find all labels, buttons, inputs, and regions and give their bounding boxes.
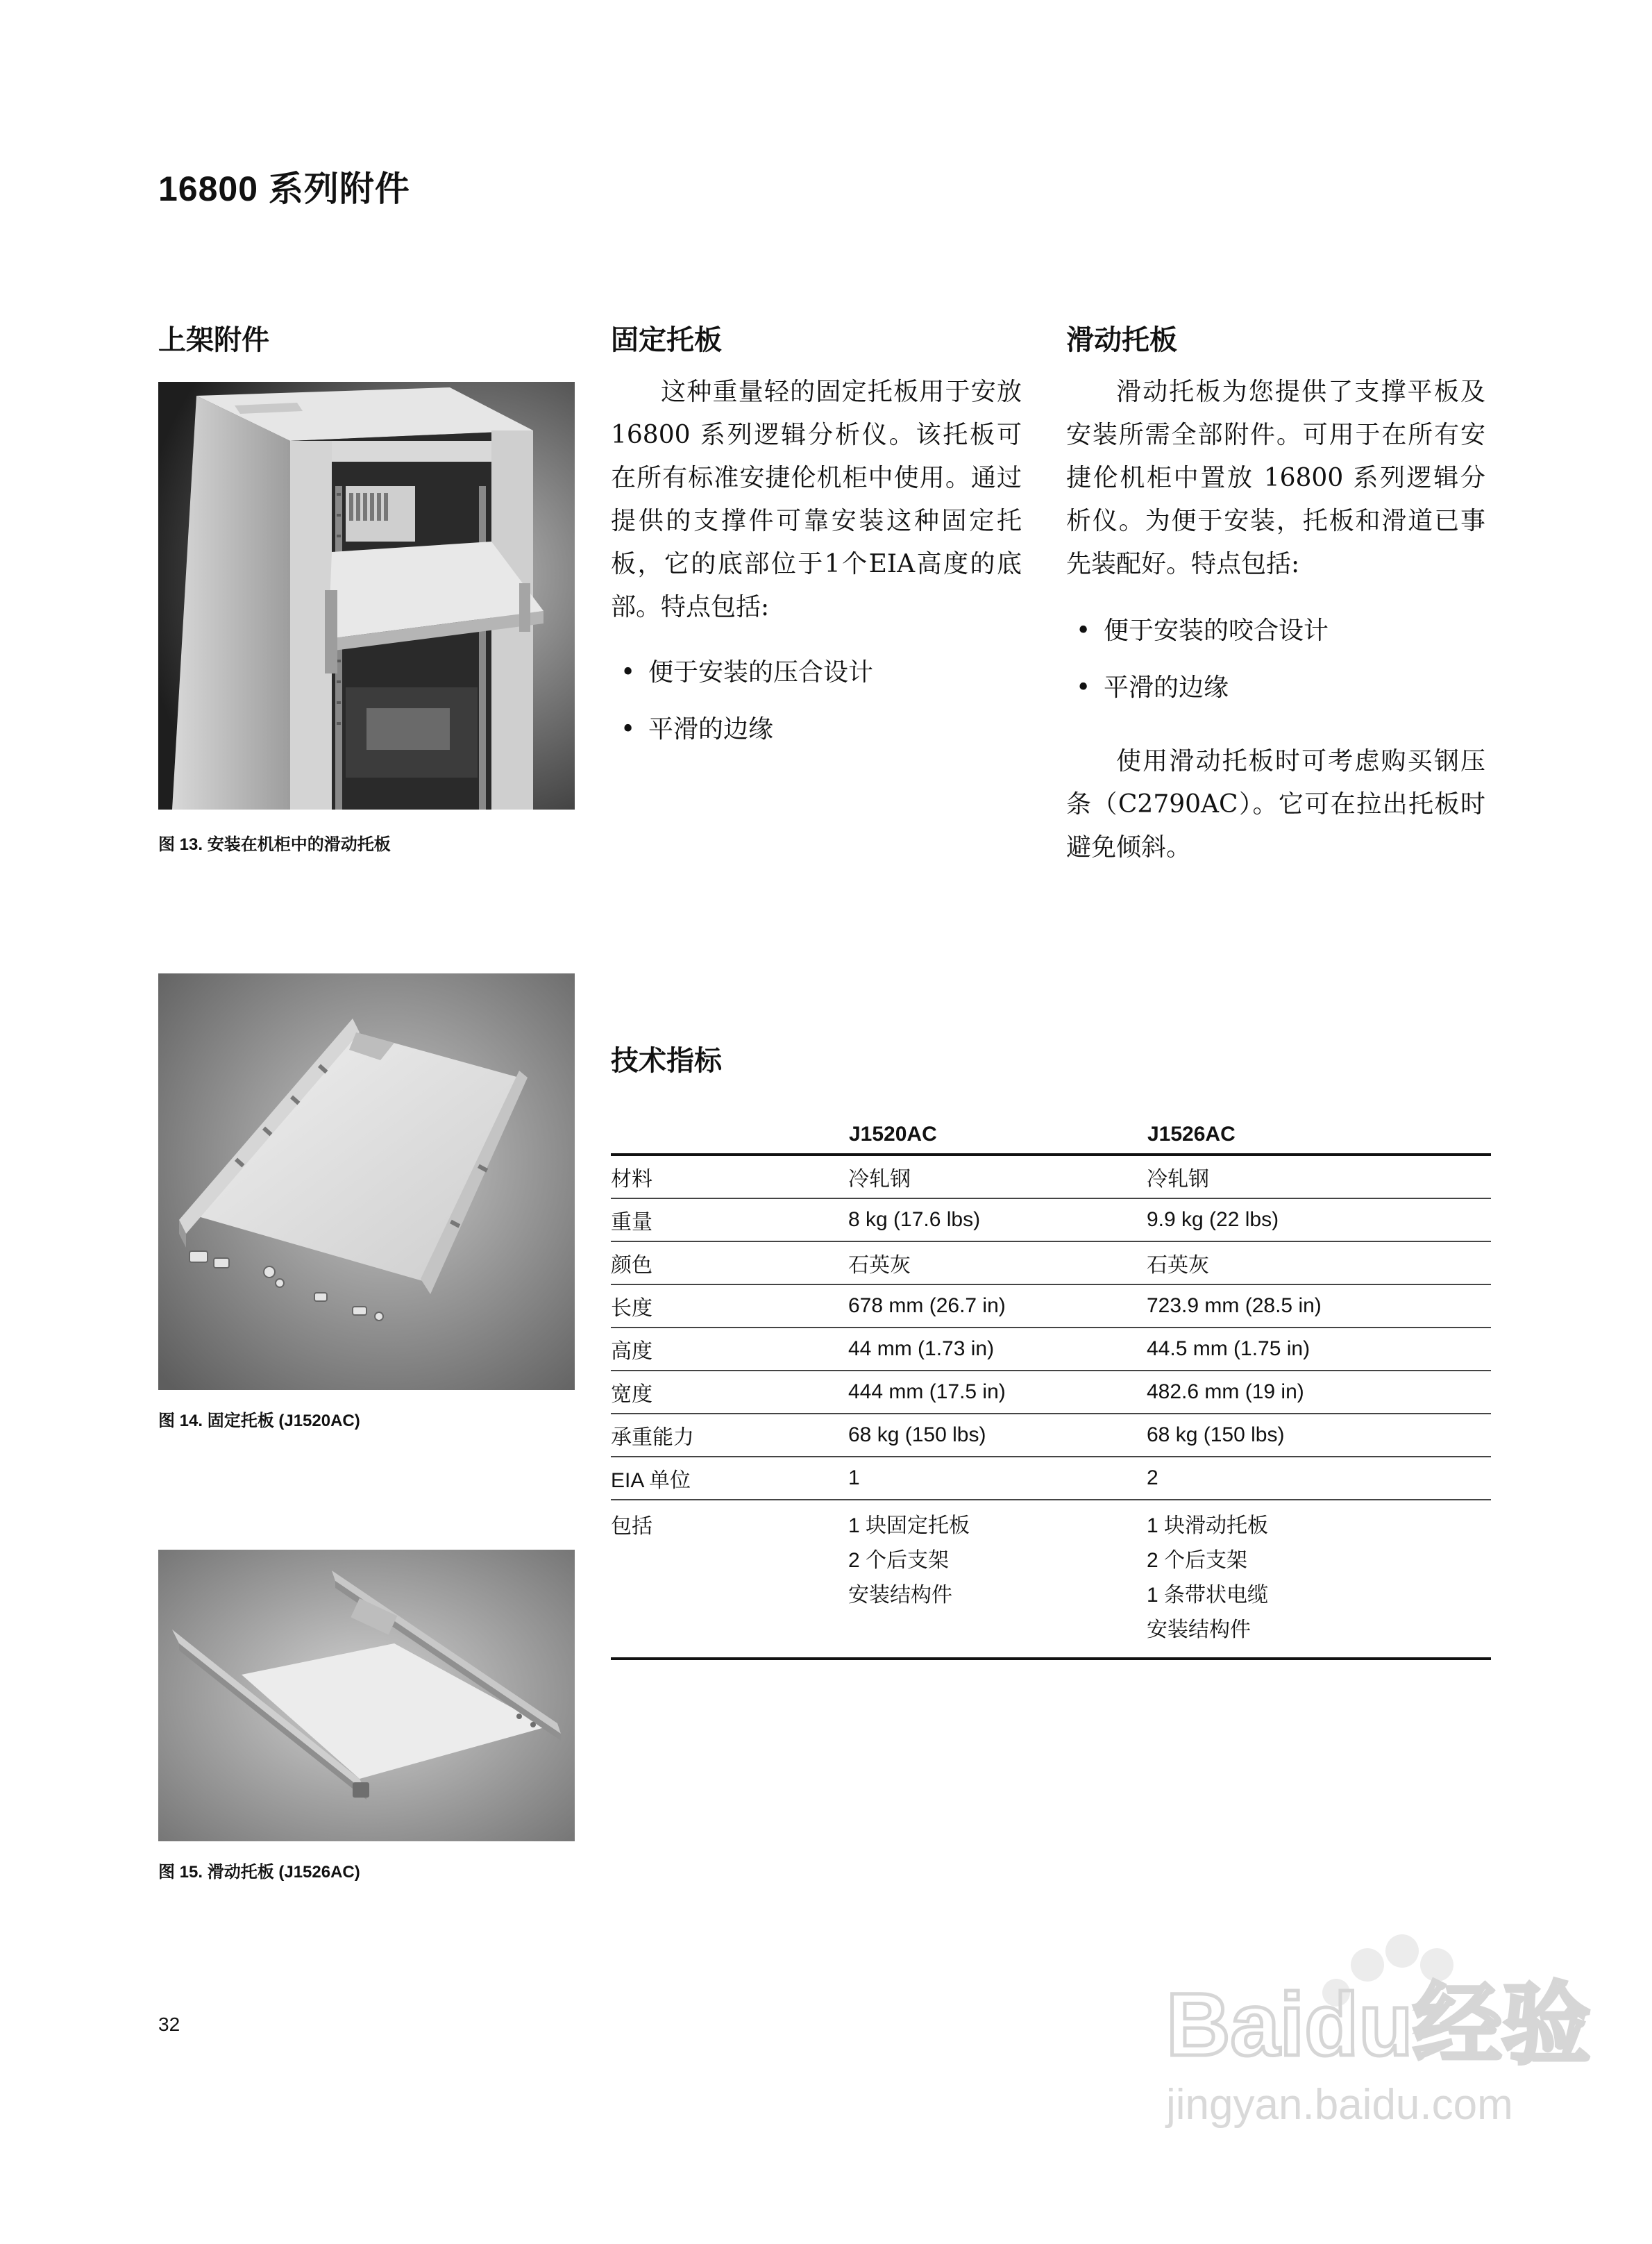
page-title: 16800 系列附件 — [158, 169, 410, 208]
cell-j1526ac: 44.5 mm (1.75 in) — [1147, 1328, 1491, 1371]
list-item: • 便于安装的咬合设计 — [1066, 610, 1485, 667]
table-header-row — [611, 1107, 1491, 1155]
list-item: 2 个后支架 — [1147, 1549, 1248, 1572]
figure-15-caption: 图 15. 滑动托板 (J1526AC) — [158, 1863, 360, 1882]
sliding-shelf-heading: 滑动托板 — [1066, 325, 1177, 355]
table-row — [611, 1457, 1491, 1500]
list-item: • 便于安装的压合设计 — [611, 651, 1022, 708]
figure-13-photo — [158, 382, 575, 810]
rack-heading: 上架附件 — [158, 325, 269, 355]
table-row — [611, 1500, 1491, 1659]
row-label: 长度 — [611, 1284, 848, 1328]
fixed-shelf-features — [611, 651, 1022, 765]
list-item: • 平滑的边缘 — [1066, 667, 1485, 723]
cell-j1520ac: 冷轧钢 — [848, 1155, 1147, 1198]
specs-heading: 技术指标 — [611, 1046, 722, 1076]
table-row — [611, 1284, 1491, 1328]
watermark-url: jingyan.baidu.com — [1166, 2081, 1513, 2129]
page-number: 32 — [158, 2013, 180, 2035]
cell-j1520ac: 678 mm (26.7 in) — [848, 1284, 1147, 1328]
table-row — [611, 1328, 1491, 1371]
table-header — [611, 1107, 848, 1155]
row-label: EIA 单位 — [611, 1457, 848, 1500]
figure-14-photo — [158, 973, 575, 1390]
list-item: • 平滑的边缘 — [611, 708, 1022, 765]
list-item: 2 个后支架 — [848, 1549, 950, 1572]
cell-j1526ac: 冷轧钢 — [1147, 1155, 1491, 1198]
list-item: 1 块滑动托板 — [1147, 1514, 1269, 1537]
list-item: 安装结构件 — [1147, 1618, 1251, 1641]
row-label: 重量 — [611, 1198, 848, 1241]
figure-13-caption: 图 13. 安装在机柜中的滑动托板 — [158, 835, 391, 854]
cell-j1520ac: 68 kg (150 lbs) — [848, 1414, 1147, 1457]
cell-j1520ac: 8 kg (17.6 lbs) — [848, 1198, 1147, 1241]
table-row — [611, 1241, 1491, 1284]
watermark-brand: Baidu经验 — [1166, 1975, 1591, 2075]
row-label: 颜色 — [611, 1241, 848, 1284]
cell-j1526ac: 9.9 kg (22 lbs) — [1147, 1198, 1491, 1241]
row-label: 宽度 — [611, 1371, 848, 1414]
cell-j1526ac: 723.9 mm (28.5 in) — [1147, 1284, 1491, 1328]
fixed-shelf-heading: 固定托板 — [611, 325, 722, 355]
fixed-shelf-description: 这种重量轻的固定托板用于安放 16800 系列逻辑分析仪。该托板可在所有标准安捷伦机柜中使用。通过提供的支撑件可靠安装这种固定托板，它的底部位于1个EIA高度的底部。特点包括: — [611, 378, 1022, 621]
specs-table — [611, 1107, 1491, 1660]
sliding-shelf-features — [1066, 610, 1485, 723]
cell-j1526ac: 68 kg (150 lbs) — [1147, 1414, 1491, 1457]
cell-j1526ac: 2 — [1147, 1457, 1491, 1500]
table-header: J1526AC — [1147, 1107, 1491, 1155]
figure-14-caption: 图 14. 固定托板 (J1520AC) — [158, 1412, 360, 1430]
row-label: 承重能力 — [611, 1414, 848, 1457]
cell-j1520ac: 44 mm (1.73 in) — [848, 1328, 1147, 1371]
list-item: 1 块固定托板 — [848, 1514, 970, 1537]
cell-j1526ac — [1147, 1500, 1491, 1659]
row-label: 包括 — [611, 1500, 848, 1659]
cell-j1520ac — [848, 1500, 1147, 1659]
table-row — [611, 1371, 1491, 1414]
cell-j1526ac: 482.6 mm (19 in) — [1147, 1371, 1491, 1414]
table-row — [611, 1414, 1491, 1457]
cell-j1526ac: 石英灰 — [1147, 1241, 1491, 1284]
cell-j1520ac: 1 — [848, 1457, 1147, 1500]
row-label: 高度 — [611, 1328, 848, 1371]
cell-j1520ac: 444 mm (17.5 in) — [848, 1371, 1147, 1414]
row-label: 材料 — [611, 1155, 848, 1198]
figure-15-photo — [158, 1550, 575, 1841]
table-row — [611, 1198, 1491, 1241]
cell-j1520ac: 石英灰 — [848, 1241, 1147, 1284]
list-item: 安装结构件 — [848, 1584, 952, 1607]
table-header: J1520AC — [848, 1107, 1147, 1155]
sliding-shelf-note: 使用滑动托板时可考虑购买钢压条（C2790AC）。它可在拉出托板时避免倾斜。 — [1066, 747, 1485, 862]
baidu-watermark — [1159, 1923, 1591, 2132]
list-item: 1 条带状电缆 — [1147, 1584, 1269, 1607]
table-row — [611, 1155, 1491, 1198]
sliding-shelf-description: 滑动托板为您提供了支撑平板及安装所需全部附件。可用于在所有安捷伦机柜中置放 16800 系列逻辑分析仪。为便于安装，托板和滑道已事先装配好。特点包括: — [1066, 378, 1485, 578]
